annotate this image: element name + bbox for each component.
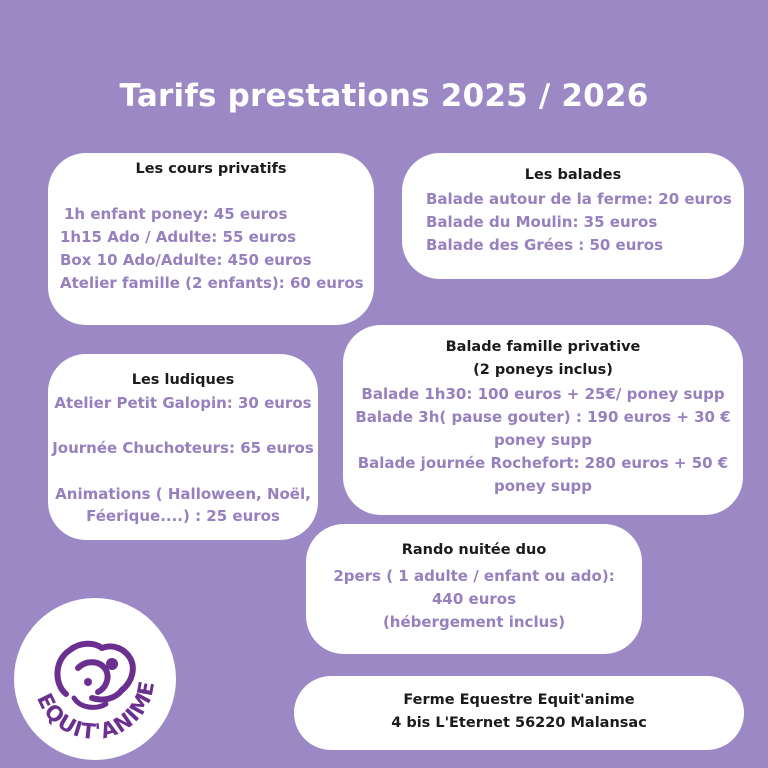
card-cours-privatifs [48, 153, 374, 325]
price-line: 1h enfant poney: 45 euros [64, 205, 288, 223]
price-line: Atelier Petit Galopin: 30 euros [54, 394, 312, 412]
price-line: Balade du Moulin: 35 euros [426, 213, 658, 231]
card-ludiques [48, 354, 318, 540]
address-line-2: 4 bis L'Eternet 56220 Malansac [391, 715, 647, 731]
price-line: Balade 1h30: 100 euros + 25€/ poney supp [361, 385, 725, 403]
price-line: Balade autour de la ferme: 20 euros [426, 190, 732, 208]
price-line: Atelier famille (2 enfants): 60 euros [60, 274, 364, 292]
card-subtitle: (2 poneys inclus) [473, 362, 613, 378]
price-line: Balade journée Rochefort: 280 euros + 50 € [357, 454, 729, 472]
horse-logo-icon [14, 598, 176, 760]
price-line: poney supp [494, 477, 592, 495]
price-line: Journée Chuchoteurs: 65 euros [52, 439, 314, 457]
card-address [294, 676, 744, 750]
page-title: Tarifs prestations 2025 / 2026 [119, 78, 649, 114]
price-line: 2pers ( 1 adulte / enfant ou ado): [333, 567, 615, 585]
price-line: 440 euros [431, 590, 517, 608]
logo [14, 598, 176, 760]
card-balade-famille [343, 325, 743, 515]
card-balades [402, 153, 744, 279]
address-line-1: Ferme Equestre Equit'anime [403, 692, 635, 708]
card-rando-nuitee [306, 524, 642, 654]
card-title: Les ludiques [131, 372, 235, 388]
logo-text: EQUIT'ANIME [32, 678, 160, 745]
card-title: Les cours privatifs [135, 161, 287, 177]
card-title: Les balades [524, 167, 622, 183]
card-title: Balade famille privative [445, 339, 641, 355]
price-line: Box 10 Ado/Adulte: 450 euros [60, 251, 312, 269]
svg-text:EQUIT'ANIME [32, 678, 159, 744]
price-line: (hébergement inclus) [382, 613, 566, 631]
price-line: 1h15 Ado / Adulte: 55 euros [60, 228, 297, 246]
price-line: Féerique....) : 25 euros [86, 507, 280, 525]
price-line: Animations ( Halloween, Noël, [55, 485, 311, 503]
price-line: poney supp [494, 431, 592, 449]
price-line: Balade 3h( pause gouter) : 190 euros + 30 € [355, 408, 731, 426]
card-title: Rando nuitée duo [401, 542, 547, 558]
price-line: Balade des Grées : 50 euros [426, 236, 664, 254]
